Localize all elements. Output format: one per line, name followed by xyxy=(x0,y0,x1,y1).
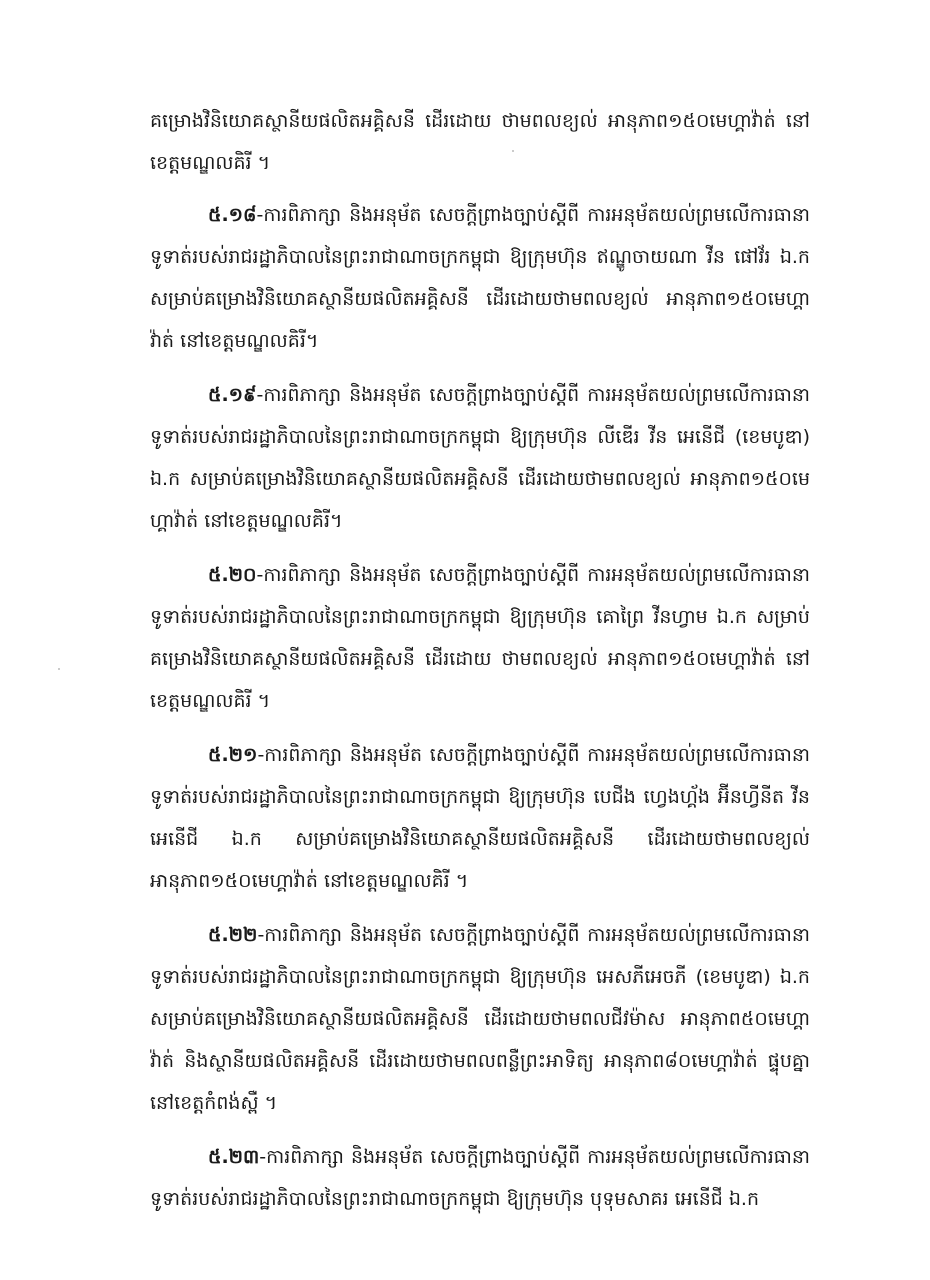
item-number: ៥.២២ xyxy=(208,924,258,946)
item-text: -ការពិភាក្សា និងអនុម័ត សេចក្តីព្រាងច្បាប់ស្តីពី ការអនុម័តយល់ព្រមលើការធានាទូទាត់របស់រាជរដ្ឋាភិបាលនៃព្រះរាជាណាចក្រកម្ពុជា ឱ្យក្រុមហ៊ុន គោព្រៃ វីនហ្វាម ឯ.ក សម្រាប់គម្រោងវិនិយោគស្ថានីយផលិតអគ្គិសនី ដើរដោយ ថាមពលខ្យល់ អានុភាព១៥០មេហ្គាវ៉ាត់ នៅខេត្តមណ្ឌលគិរី ។ xyxy=(150,564,810,712)
item-number: ៥.២៣ xyxy=(208,1146,260,1168)
item-number: ៥.១៨ xyxy=(208,204,257,226)
item-number: ៥.២១ xyxy=(208,744,258,766)
opening-paragraph: គម្រោងវិនិយោគស្ថានីយផលិតអគ្គិសនី ដើរដោយ ថាមពលខ្យល់ អានុភាព១៥០មេហ្គាវ៉ាត់ នៅខេត្តមណ្ឌលគិរី ។ xyxy=(150,110,810,174)
item-number: ៥.២០ xyxy=(208,564,257,586)
agenda-item-5-23 xyxy=(150,1136,810,1220)
item-text: -ការពិភាក្សា និងអនុម័ត សេចក្តីព្រាងច្បាប់ស្តីពី ការអនុម័តយល់ព្រមលើការធានាទូទាត់របស់រាជរដ្ឋាភិបាលនៃព្រះរាជាណាចក្រកម្ពុជា ឱ្យក្រុមហ៊ុន បុទុមសាគរ អេនើជី ឯ.ក xyxy=(150,1146,810,1210)
item-text: -ការពិភាក្សា និងអនុម័ត សេចក្តីព្រាងច្បាប់ស្តីពី ការអនុម័តយល់ព្រមលើការធានាទូទាត់របស់រាជរដ្ឋាភិបាលនៃព្រះរាជាណាចក្រកម្ពុជា ឱ្យក្រុមហ៊ុន ឥណ្ឌូចាយណា វីន ផៅវ័រ ឯ.ក សម្រាប់គម្រោងវិនិយោគស្ថានីយផលិតអគ្គិសនី ដើរដោយថាមពលខ្យល់ អានុភាព១៥០មេហ្គាវ៉ាត់ នៅខេត្តមណ្ឌលគិរី។ xyxy=(150,204,810,352)
item-text: -ការពិភាក្សា និងអនុម័ត សេចក្តីព្រាងច្បាប់ស្តីពី ការអនុម័តយល់ព្រមលើការធានាទូទាត់របស់រាជរដ្ឋាភិបាលនៃព្រះរាជាណាចក្រកម្ពុជា ឱ្យក្រុមហ៊ុន អេសភីអេចភី (ខេមបូឌា) ឯ.ក សម្រាប់គម្រោងវិនិយោគស្ថានីយផលិតអគ្គិសនី ដើរដោយថាមពលជីវម៉ាស អានុភាព៥០មេហ្គាវ៉ាត់ និងស្ថានីយផលិតអគ្គិសនី ដើរដោយថាមពលពន្លឺព្រះអាទិត្យ អានុភាព៨០មេហ្គាវ៉ាត់ ផ្ទុបគ្នា នៅខេត្តកំពង់ស្ពឺ ។ xyxy=(150,924,810,1114)
item-number: ៥.១៩ xyxy=(208,384,257,406)
item-text: -ការពិភាក្សា និងអនុម័ត សេចក្តីព្រាងច្បាប់ស្តីពី ការអនុម័តយល់ព្រមលើការធានាទូទាត់របស់រាជរដ្ឋាភិបាលនៃព្រះរាជាណាចក្រកម្ពុជា ឱ្យក្រុមហ៊ុន បេជីង ហ្វេងហ្គ័ង អ៊ីនហ្វីនីត វីន អេនើជី ឯ.ក សម្រាប់គម្រោងវិនិយោគស្ថានីយផលិតអគ្គិសនី ដើរដោយថាមពលខ្យល់ អានុភាព១៥០មេហ្គាវ៉ាត់ នៅខេត្តមណ្ឌលគិរី ។ xyxy=(150,744,810,892)
agenda-item-5-18 xyxy=(150,194,810,362)
document-body xyxy=(150,100,810,1232)
agenda-item-5-19 xyxy=(150,374,810,542)
agenda-item-5-20 xyxy=(150,554,810,722)
agenda-item-5-22 xyxy=(150,914,810,1124)
agenda-item-5-21 xyxy=(150,734,810,902)
item-text: -ការពិភាក្សា និងអនុម័ត សេចក្តីព្រាងច្បាប់ស្តីពី ការអនុម័តយល់ព្រមលើការធានាទូទាត់របស់រាជរដ្ឋាភិបាលនៃព្រះរាជាណាចក្រកម្ពុជា ឱ្យក្រុមហ៊ុន លីឌើរ វីន អេនើជី (ខេមបូឌា) ឯ.ក សម្រាប់គម្រោងវិនិយោគស្ថានីយផលិតអគ្គិសនី ដើរដោយថាមពលខ្យល់ អានុភាព១៥០មេហ្គាវ៉ាត់ នៅខេត្តមណ្ឌលគិរី។ xyxy=(150,384,810,532)
scan-speck xyxy=(58,668,60,670)
